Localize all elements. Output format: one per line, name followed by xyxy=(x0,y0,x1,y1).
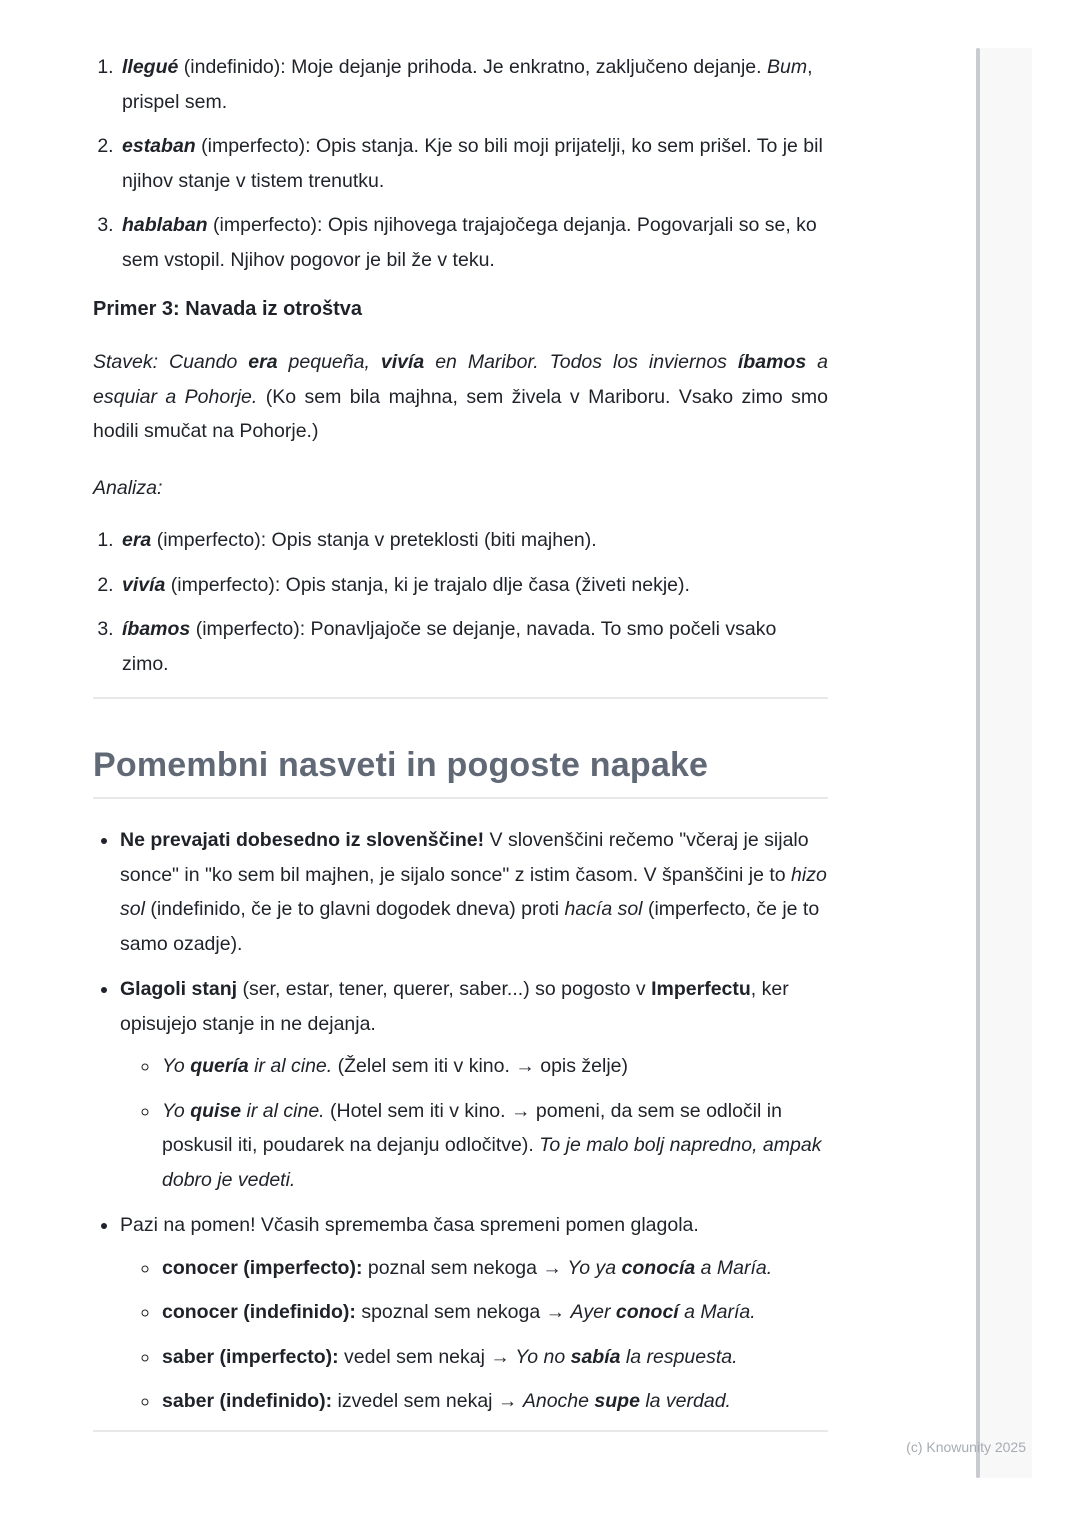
tips-list xyxy=(93,823,828,1419)
text-run: Pazi na pomen! Včasih sprememba časa spremeni pomen glagola. xyxy=(120,1214,699,1236)
tip-sub-list xyxy=(120,1251,828,1419)
analysis-label: Analiza: xyxy=(93,476,163,499)
text-run: sabía xyxy=(570,1345,621,1368)
text-run: (imperfecto, če je to samo ozadje). xyxy=(120,898,820,955)
text-run: conocer (indefinido): xyxy=(162,1301,356,1323)
sub-item xyxy=(160,1251,828,1286)
text-run: (indefinido, če je to glavni dogodek dneva) proti xyxy=(144,898,565,920)
text-run: Yo xyxy=(162,1099,191,1122)
sub-item xyxy=(160,1094,828,1198)
list-item xyxy=(119,208,828,277)
text-run: conocía xyxy=(621,1256,696,1279)
text-run: Yo ya xyxy=(567,1256,622,1279)
text-run: a María. xyxy=(678,1301,756,1323)
analysis-ordered-list xyxy=(93,523,828,681)
list-item xyxy=(119,523,828,558)
list-item xyxy=(119,568,828,603)
text-run: hizo sol xyxy=(120,863,827,920)
text-run: (imperfecto): Opis stanja, ki je trajalo dlje časa (živeti nekje). xyxy=(165,573,690,596)
text-run: (imperfecto): Opis stanja. Kje so bili moji prijatelji, ko sem prišel. To je bil njihov stanje v tistem trenutku. xyxy=(122,135,823,192)
text-run: (imperfecto): Ponavljajoče se dejanje, navada. To smo počeli vsako zimo. xyxy=(122,618,777,675)
text-run: conocí xyxy=(615,1301,679,1323)
text-run: la respuesta. xyxy=(620,1345,738,1368)
text-run: Yo no xyxy=(515,1345,571,1368)
text-run: quería xyxy=(190,1055,249,1077)
text-run: en Maribor. Todos los inviernos xyxy=(424,351,738,373)
text-run: íbamos xyxy=(122,618,191,640)
tip-item xyxy=(119,972,828,1197)
text-run: era xyxy=(122,529,152,551)
tip-text xyxy=(120,978,789,1035)
page-edge-panel xyxy=(976,48,1032,1478)
text-run: saber (imperfecto): xyxy=(162,1345,339,1368)
text-run: Ne prevajati dobesedno iz slovenščine! xyxy=(120,829,485,851)
text-run: conocer (imperfecto): xyxy=(162,1256,363,1279)
text-run: (imperfecto): Opis stanja v preteklosti (biti majhen). xyxy=(151,529,597,551)
text-run: vivía xyxy=(122,573,166,596)
scrollbar-thumb[interactable] xyxy=(976,48,980,1478)
text-run: vivía xyxy=(380,351,425,373)
text-run: hacía sol xyxy=(564,898,643,920)
tip-item xyxy=(119,1208,828,1419)
text-run: Bum xyxy=(766,56,808,78)
text-run: Anoche xyxy=(522,1390,595,1412)
example-sentence xyxy=(93,345,828,449)
tip-item xyxy=(119,823,828,961)
copyright-watermark: (c) Knowunity 2025 xyxy=(906,1439,1026,1455)
section-title: Pomembni nasveti in pogoste napake xyxy=(93,743,828,799)
text-run: (imperfecto): Opis njihovega trajajočega dejanja. Pogovarjali so se, ko sem vstopil. Njihov pogovor je bil že v teku. xyxy=(122,214,817,271)
text-run: To je malo bolj napredno, ampak dobro je vedeti. xyxy=(162,1134,822,1191)
text-run: hablaban xyxy=(122,214,208,236)
text-run: (Hotel sem iti v kino. → pomeni, da sem se odločil in poskusil iti, poudarek na dejanju odločitve). xyxy=(162,1099,782,1156)
text-run: (Ko sem bila majhna, sem živela v Mariboru. Vsako zimo smo hodili smučat na Pohorje.) xyxy=(93,385,828,442)
text-run: , ker opisujejo stanje in ne dejanja. xyxy=(120,978,789,1035)
text-run: estaban xyxy=(122,135,196,157)
tip-sub-list xyxy=(120,1049,828,1197)
text-run: supe xyxy=(594,1390,640,1412)
list-item xyxy=(119,612,828,681)
tip-text xyxy=(120,1214,699,1236)
sub-item xyxy=(160,1295,828,1330)
text-run: Ayer xyxy=(570,1301,616,1323)
text-run: poznal sem nekoga → xyxy=(362,1256,568,1279)
list-item xyxy=(119,50,828,119)
text-run: Stavek: Cuando xyxy=(93,351,249,373)
text-run: (ser, estar, tener, querer, saber...) so pogosto v xyxy=(237,978,652,1000)
text-run: (Želel sem iti v kino. → opis želje) xyxy=(332,1055,629,1077)
document-content xyxy=(93,0,828,1432)
text-run: Glagoli stanj xyxy=(120,978,238,1000)
sub-item xyxy=(160,1049,828,1084)
text-run: Yo xyxy=(162,1055,191,1077)
text-run: pequeña, xyxy=(277,351,381,373)
text-run: saber (indefinido): xyxy=(162,1390,333,1412)
text-run: la verdad. xyxy=(639,1390,731,1412)
text-run: llegué xyxy=(122,56,179,78)
text-run: vedel sem nekaj → xyxy=(338,1345,516,1368)
sub-item xyxy=(160,1340,828,1375)
sub-item xyxy=(160,1384,828,1419)
text-run: V slovenščini rečemo "včeraj je sijalo sonce" in "ko sem bil majhen, je sijalo sonce" z istim časom. V španščini je to xyxy=(120,829,809,886)
text-run: , prispel sem. xyxy=(122,56,813,113)
text-run: quise xyxy=(190,1099,242,1122)
intro-ordered-list xyxy=(93,50,828,277)
text-run: a esquiar a Pohorje. xyxy=(93,351,828,408)
text-run: spoznal sem nekoga → xyxy=(355,1301,571,1323)
bottom-divider xyxy=(93,1430,828,1432)
text-run: ir al cine. xyxy=(248,1055,333,1077)
text-run: era xyxy=(248,351,278,373)
list-item xyxy=(119,129,828,198)
text-run: izvedel sem nekaj → xyxy=(332,1390,523,1412)
text-run: a María. xyxy=(695,1256,773,1279)
text-run: ir al cine. xyxy=(241,1099,325,1122)
example-heading: Primer 3: Navada iz otroštva xyxy=(93,298,362,320)
text-run: (indefinido): Moje dejanje prihoda. Je enkratno, zaključeno dejanje. xyxy=(178,56,767,78)
text-run: íbamos xyxy=(737,351,807,373)
section-divider xyxy=(93,697,828,699)
text-run: Imperfectu xyxy=(651,978,751,1000)
